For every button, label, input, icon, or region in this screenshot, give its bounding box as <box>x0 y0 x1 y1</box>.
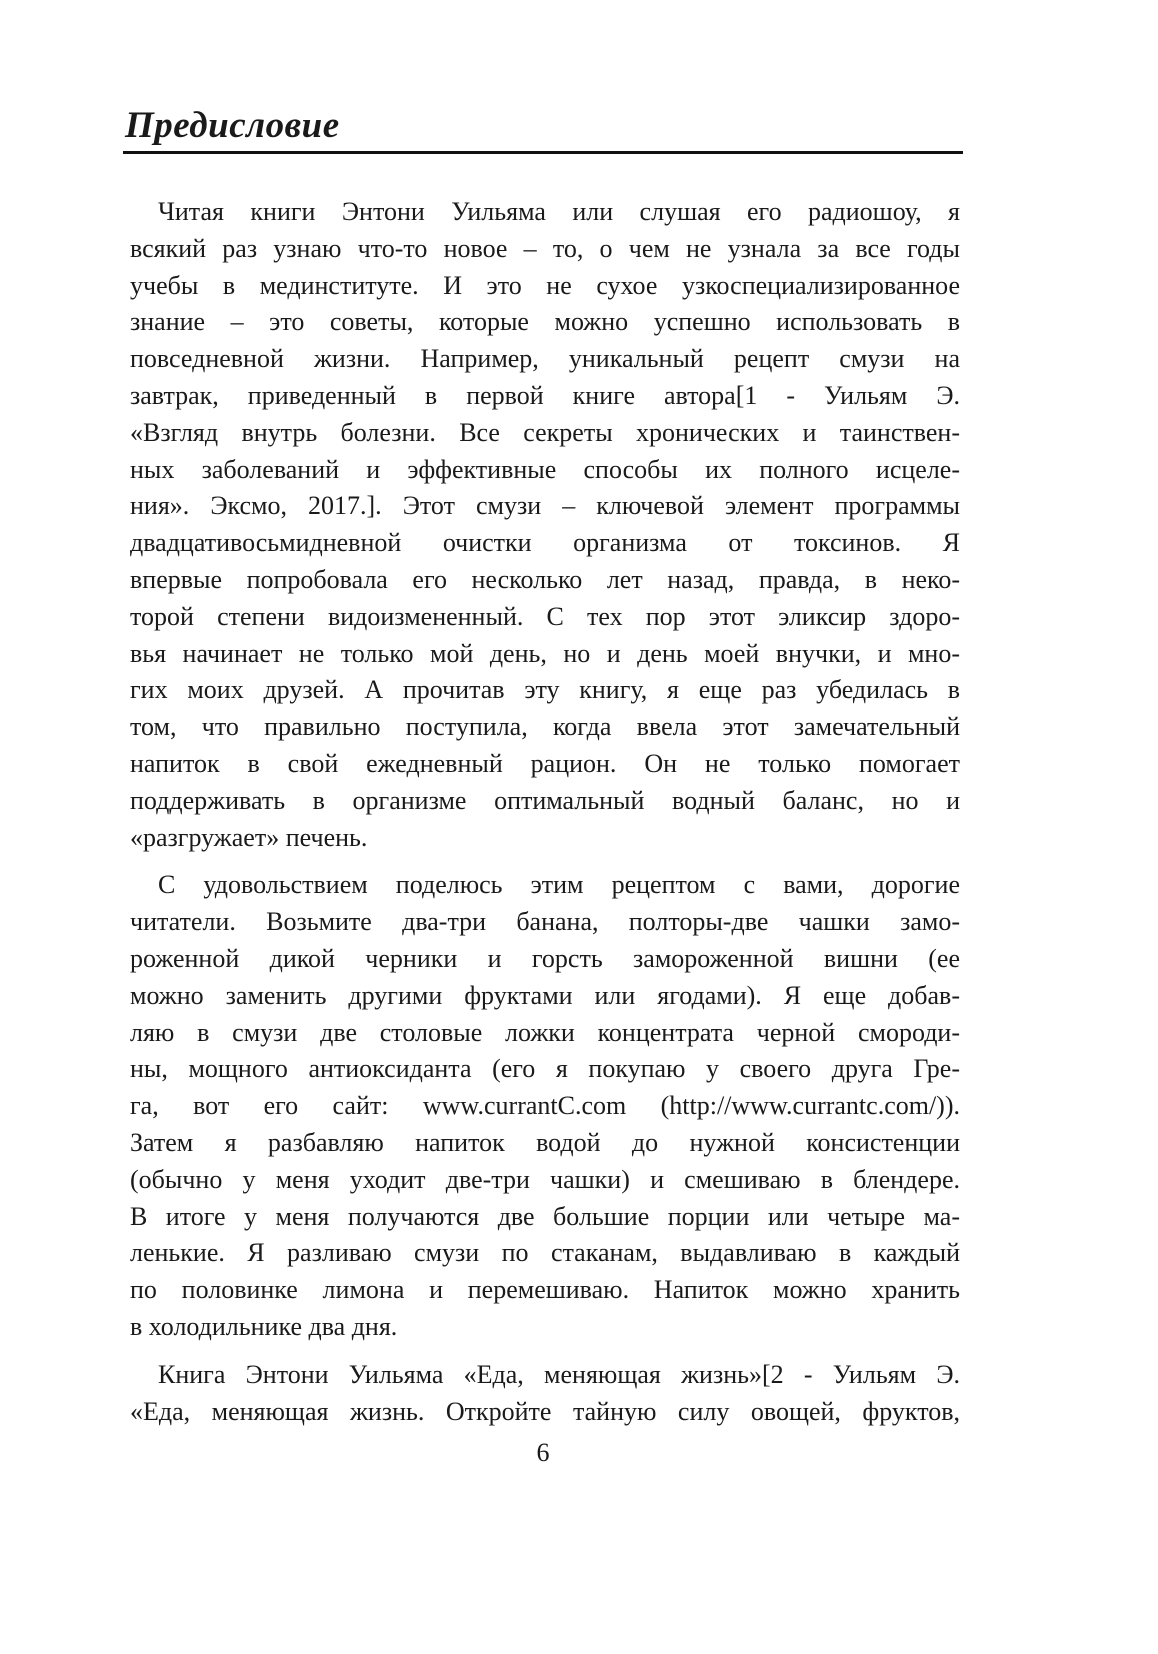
text-line: ных заболеваний и эффективные способы их полного исцеле- <box>130 454 960 484</box>
text-line: С удовольствием поделюсь этим рецептом с вами, дорогие <box>158 870 960 900</box>
text-line: читатели. Возьмите два-три банана, полторы-две чашки замо- <box>130 907 960 937</box>
title-divider <box>123 151 963 154</box>
text-line: по половинке лимона и перемешиваю. Напиток можно хранить <box>130 1275 960 1305</box>
text-line: впервые попробовала его несколько лет назад, правда, в неко- <box>130 564 960 594</box>
text-line: знание – это советы, которые можно успешно использовать в <box>130 307 960 337</box>
text-line: поддерживать в организме оптимальный водный баланс, но и <box>130 785 960 815</box>
text-line: всякий раз узнаю что-то новое – то, о чем не узнала за все годы <box>130 233 960 263</box>
text-line: гих моих друзей. А прочитав эту книгу, я еще раз убедилась в <box>130 675 960 705</box>
text-line: га, вот его сайт: www.currantC.com (http://www.currantc.com/)). <box>130 1091 960 1121</box>
text-line: учебы в мединституте. И это не сухое узкоспециализированное <box>130 270 960 300</box>
text-line: (обычно у меня уходит две-три чашки) и смешиваю в блендере. <box>130 1164 960 1194</box>
text-line: В итоге у меня получаются две большие порции или четыре ма- <box>130 1201 960 1231</box>
text-line: Читая книги Энтони Уильяма или слушая его радиошоу, я <box>158 197 960 226</box>
paragraph <box>130 1357 960 1431</box>
body-text <box>130 194 960 1430</box>
text-line: ния». Эксмо, 2017.]. Этот смузи – ключевой элемент программы <box>130 491 960 521</box>
text-line: вья начинает не только мой день, но и день моей внучки, и мно- <box>130 638 960 668</box>
paragraph-gap <box>130 1346 960 1357</box>
text-line: ны, мощного антиоксиданта (его я покупаю у своего друга Гре- <box>130 1054 960 1084</box>
text-line: ленькие. Я разливаю смузи по стаканам, выдавливаю в каждый <box>130 1238 960 1268</box>
text-line: «Взгляд внутрь болезни. Все секреты хронических и таинствен- <box>130 417 960 447</box>
text-line: «Еда, меняющая жизнь. Откройте тайную силу овощей, фруктов, <box>130 1396 960 1426</box>
text-line: напиток в свой ежедневный рацион. Он не только помогает <box>130 748 960 778</box>
text-line: можно заменить другими фруктами или ягодами). Я еще добав- <box>130 980 960 1010</box>
text-line: ляю в смузи две столовые ложки концентрата черной смороди- <box>130 1017 960 1047</box>
text-line: в холодильнике два дня. <box>130 1311 398 1341</box>
text-line: торой степени видоизмененный. С тех пор этот эликсир здоро- <box>130 601 960 631</box>
page-title: Предисловие <box>125 105 340 146</box>
paragraph <box>130 194 960 856</box>
text-line: повседневной жизни. Например, уникальный рецепт смузи на <box>130 344 960 374</box>
page-number: 6 <box>536 1438 550 1467</box>
text-line: Затем я разбавляю напиток водой до нужной консистенции <box>130 1127 960 1157</box>
text-line: завтрак, приведенный в первой книге автора[1 - Уильям Э. <box>130 380 960 410</box>
paragraph-gap <box>130 856 960 867</box>
paragraph <box>130 867 960 1345</box>
text-line: Книга Энтони Уильяма «Еда, меняющая жизнь»[2 - Уильям Э. <box>158 1359 960 1389</box>
text-line: «разгружает» печень. <box>130 822 368 852</box>
text-line: роженной дикой черники и горсть замороженной вишни (ее <box>130 943 960 973</box>
text-line: том, что правильно поступила, когда ввела этот замечательный <box>130 712 960 742</box>
text-line: двадцативосьмидневной очистки организма от токсинов. Я <box>130 528 960 558</box>
